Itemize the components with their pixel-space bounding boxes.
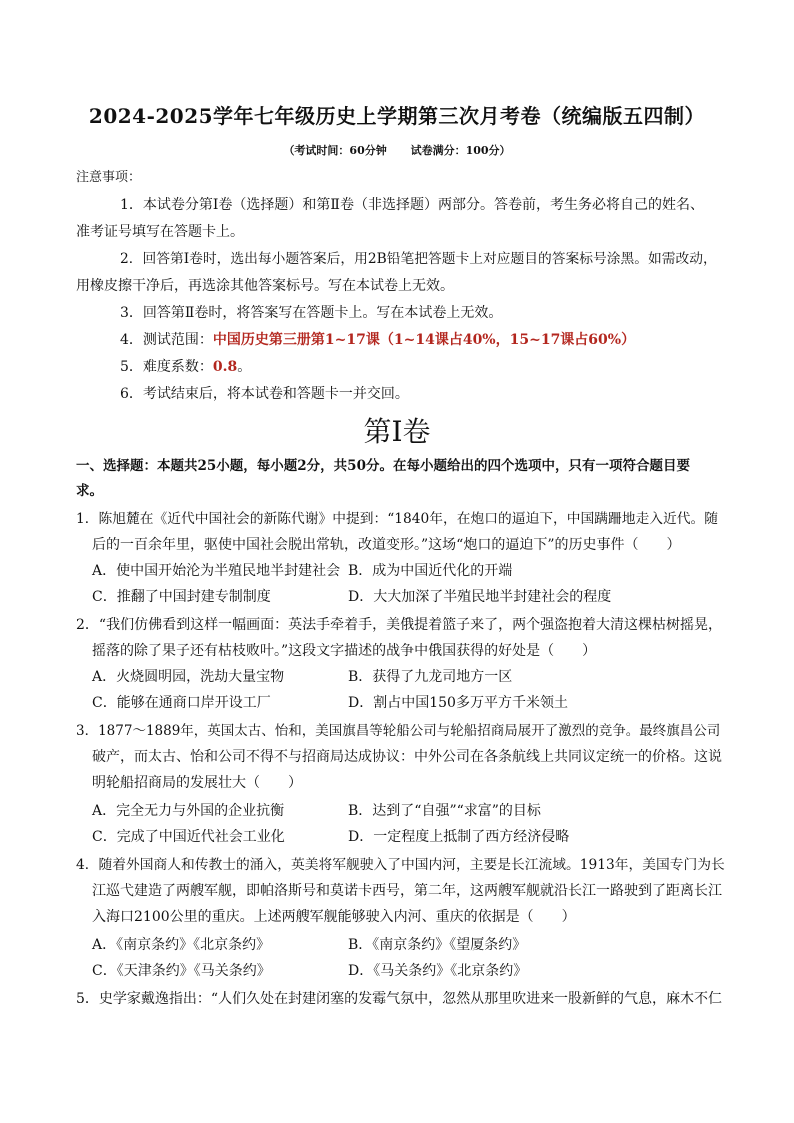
q3-line-2: 破产，而太古、怡和公司不得不与招商局达成协议：中外公司在各条航线上共同议定统一的价格。这说 xyxy=(92,749,722,765)
section-title: 第Ⅰ卷 xyxy=(363,415,431,448)
q1-option-b: B．成为中国近代化的开端 xyxy=(348,563,513,579)
q2-line-1: 2．“我们仿佛看到这样一幅画面：英法手牵着手，美俄提着篮子来了，两个强盗抱着大清这棵枯树摇晃， xyxy=(76,617,723,633)
exam-score: 试卷满分：100分） xyxy=(410,144,511,157)
q3-line-3: 明轮船招商局的发展壮大（ ） xyxy=(92,775,302,791)
note-5-end: 。 xyxy=(237,359,252,375)
q4-line-2: 江巡弋建造了两艘军舰，即帕洛斯号和莫诺卡西号，第二年，这两艘军舰就沿长江一路驶到了距离长江 xyxy=(92,883,722,899)
note-4-label: 4．测试范围： xyxy=(120,332,213,348)
q1-line-2: 后的一百余年里，驱使中国社会脱出常轨，改道变形。”这场“炮口的逼迫下”的历史事件（ ） xyxy=(92,537,681,553)
note-5 xyxy=(120,357,726,377)
note-1a: 1．本试卷分第Ⅰ卷（选择题）和第Ⅱ卷（非选择题）两部分。答卷前，考生务必将自己的姓名、 xyxy=(120,197,704,213)
page-title: 2024-2025学年七年级历史上学期第三次月考卷（统编版五四制） xyxy=(88,104,706,128)
notes-heading: 注意事项： xyxy=(76,170,142,185)
q3-option-a: A．完全无力与外国的企业抗衡 xyxy=(92,803,285,819)
q4-line-3: 入海口2100公里的重庆。上述两艘军舰能够驶入内河、重庆的依据是（ ） xyxy=(92,909,576,925)
q3-option-c: C．完成了中国近代社会工业化 xyxy=(92,829,285,845)
q2-option-d: D．割占中国150多万平方千米领土 xyxy=(348,695,568,711)
note-4 xyxy=(120,330,726,350)
difficulty-value: 0.8 xyxy=(212,359,238,375)
section-instructions-a: 一、选择题：本题共25小题，每小题2分，共50分。在每小题给出的四个选项中，只有一项符合题目要 xyxy=(76,458,690,474)
section-instructions-b: 求。 xyxy=(76,483,103,499)
exam-info xyxy=(0,142,794,158)
note-2a: 2．回答第Ⅰ卷时，选出每小题答案后，用2B铅笔把答题卡上对应题目的答案标号涂黑。如需改动， xyxy=(120,251,717,267)
q2-option-a: A．火烧圆明园，洗劫大量宝物 xyxy=(92,669,285,685)
q4-option-b: B．《南京条约》《望厦条约》 xyxy=(348,937,527,953)
q1-option-a: A．使中国开始沦为半殖民地半封建社会 xyxy=(92,563,341,579)
note-6: 6．考试结束后，将本试卷和答题卡一并交回。 xyxy=(120,386,409,402)
q2-option-b: B．获得了九龙司地方一区 xyxy=(348,669,513,685)
q1-option-d: D．大大加深了半殖民地半封建社会的程度 xyxy=(348,589,612,605)
q1-option-c: C．推翻了中国封建专制制度 xyxy=(92,589,271,605)
q1-line-1: 1．陈旭麓在《近代中国社会的新陈代谢》中提到：“1840年，在炮口的逼迫下，中国蹒跚地走入近代。随 xyxy=(76,511,719,527)
q3-option-b: B．达到了“自强”“求富”的目标 xyxy=(348,803,541,819)
q3-option-d: D．一定程度上抵制了西方经济侵略 xyxy=(348,829,570,845)
q2-line-2: 摇落的除了果子还有枯枝败叶。”这段文字描述的战争中俄国获得的好处是（ ） xyxy=(92,643,597,659)
q4-line-1: 4．随着外国商人和传教士的涌入，英美将军舰驶入了中国内河，主要是长江流域。1913年，美国专门为长 xyxy=(76,857,725,873)
note-3: 3．回答第Ⅱ卷时，将答案写在答题卡上。写在本试卷上无效。 xyxy=(120,305,503,321)
q2-option-c: C．能够在通商口岸开设工厂 xyxy=(92,695,271,711)
test-scope: 中国历史第三册第1~17课（1~14课占40%，15~17课占60%） xyxy=(212,332,636,348)
q4-option-c: C．《天津条约》《马关条约》 xyxy=(92,963,271,979)
note-2b: 用橡皮擦干净后，再选涂其他答案标号。写在本试卷上无效。 xyxy=(76,278,454,294)
q3-line-1: 3．1877～1889年，英国太古、怡和，美国旗昌等轮船公司与轮船招商局展开了激烈的竞争。最终旗昌公司 xyxy=(76,723,721,739)
exam-time: （考试时间：60分钟 xyxy=(283,144,387,157)
note-5-label: 5．难度系数： xyxy=(120,359,213,375)
q4-option-d: D．《马关条约》《北京条约》 xyxy=(348,963,528,979)
q4-option-a: A．《南京条约》《北京条约》 xyxy=(92,937,271,953)
q5-line-1: 5．史学家戴逸指出：“人们久处在封建闭塞的发霉气氛中，忽然从那里吹进来一股新鲜的气息，麻木不仁 xyxy=(76,991,723,1007)
note-1b: 准考证号填写在答题卡上。 xyxy=(76,224,244,240)
